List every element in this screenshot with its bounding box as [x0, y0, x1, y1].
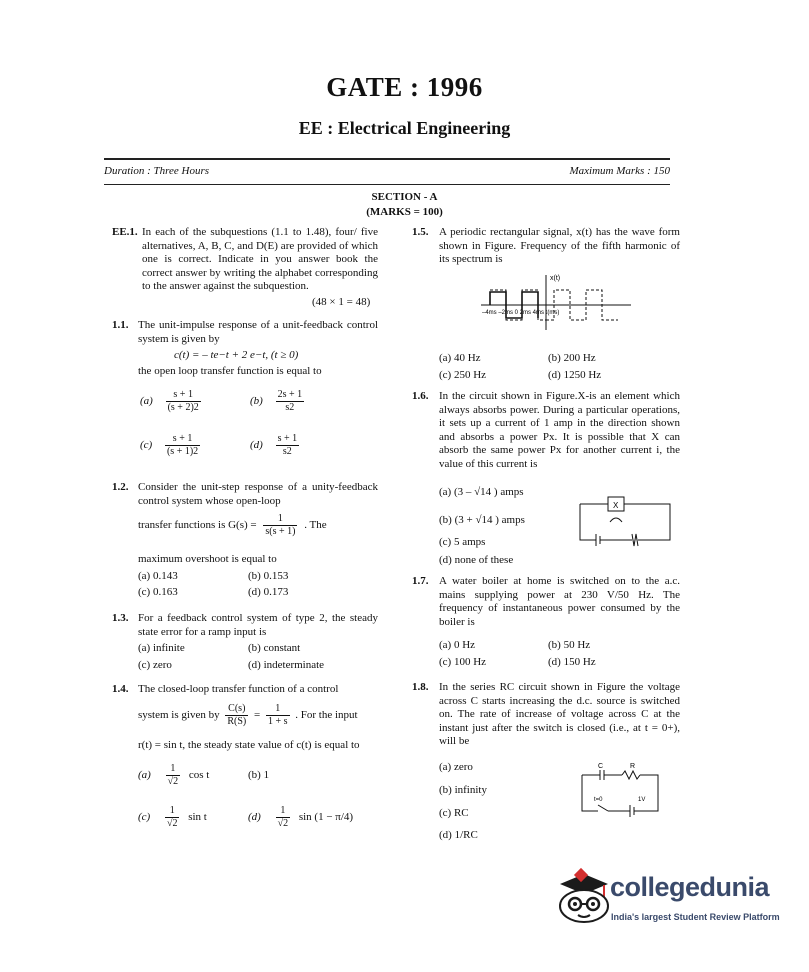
option-c[interactable]: (c) 5 amps — [439, 536, 486, 548]
option-b[interactable]: (b) 1 — [248, 769, 270, 781]
option-d[interactable] — [250, 433, 299, 458]
figure-axis-label: x(t) — [550, 275, 561, 282]
left-column — [112, 226, 380, 856]
option-a[interactable] — [138, 763, 209, 788]
option-c[interactable]: (c) 100 Hz — [439, 656, 487, 668]
question-text: The unit-impulse response of a unit-feedback control system is given by — [138, 319, 378, 345]
question-number: 1.2. — [112, 481, 129, 493]
denominator: (s + 2)2 — [167, 402, 199, 413]
option-b[interactable]: (b) constant — [248, 642, 301, 654]
option-b[interactable]: (b) (3 + √14 ) amps — [439, 514, 525, 526]
right-column — [412, 226, 680, 856]
figure-tick-labels: –4ms –2ms 0 2ms 4ms t(ms) — [482, 310, 560, 316]
option-a[interactable]: (a) (3 – √14 ) amps — [439, 486, 524, 498]
fraction — [263, 513, 297, 538]
equation: c(t) = – te−t + 2 e−t, (t ≥ 0) — [174, 349, 299, 361]
option-d[interactable]: (d) 0.173 — [248, 586, 289, 598]
option-b[interactable]: (b) 200 Hz — [548, 352, 596, 364]
option-a[interactable]: (a) 0.143 — [138, 570, 178, 582]
numerator: C(s) — [225, 703, 248, 716]
rc-circuit-figure — [578, 759, 668, 821]
option-d[interactable]: (d) 1/RC — [439, 829, 478, 841]
denominator: 1 + s — [267, 716, 288, 727]
resistor-label: R — [630, 763, 636, 770]
page-subtitle: EE : Electrical Engineering — [298, 118, 511, 138]
question-text: A periodic rectangular signal, x(t) has the wave form shown in Figure. Frequency of the fifth harmonic of its spectrum is — [439, 226, 680, 265]
circuit-figure — [576, 490, 676, 550]
system-function — [138, 703, 358, 728]
question-followup: the open loop transfer function is equal to — [138, 365, 322, 377]
numerator: 1 — [165, 805, 180, 818]
question-text: For a feedback control system of type 2, the steady state error for a ramp input is — [138, 612, 378, 638]
capacitor-label: C — [598, 763, 604, 770]
exam-meta-bar — [104, 158, 670, 185]
fraction — [166, 389, 201, 414]
option-d[interactable]: (d) indeterminate — [248, 659, 325, 671]
denominator: s(s + 1) — [265, 526, 296, 537]
option-d[interactable]: (d) 1250 Hz — [548, 369, 602, 381]
question-text: In the series RC circuit shown in Figure the voltage across C starts increasing the d.c. source is switched on. The rate of increase of voltage across C at the instant just after the switch is closed (i.e., at t = 0+), will be — [439, 681, 680, 747]
question-text: In the circuit shown in Figure.X-is an element which always absorbs power. During a particular operations, it sets up a current of 1 amp in the direction shown and absorbs a power Px. It is possible that X can absorb the same power Px for another current i, the value of this current is — [439, 390, 680, 470]
option-b[interactable]: (b) 50 Hz — [548, 639, 591, 651]
fraction — [165, 433, 200, 458]
equals-sign: = — [254, 709, 261, 722]
fraction — [276, 433, 300, 458]
option-label: (d) — [250, 439, 263, 452]
option-label: (d) — [248, 811, 261, 824]
option-label: (c) — [140, 439, 153, 452]
option-a[interactable] — [140, 389, 201, 414]
numerator: 1 — [266, 703, 290, 716]
numerator: 1 — [263, 513, 297, 526]
source-label: 1V — [638, 797, 646, 803]
option-c[interactable]: (c) 250 Hz — [439, 369, 487, 381]
question-number: 1.8. — [412, 681, 429, 693]
section-name: SECTION - A — [371, 191, 438, 203]
section-marks: (MARKS = 100) — [366, 206, 443, 218]
option-c[interactable]: (c) 0.163 — [138, 586, 178, 598]
fraction — [276, 389, 305, 414]
option-a[interactable]: (a) infinite — [138, 642, 185, 654]
option-c[interactable]: (c) zero — [138, 659, 172, 671]
fraction — [276, 805, 291, 830]
option-label: (a) — [138, 769, 151, 782]
fraction — [225, 703, 248, 728]
numerator: 1 — [166, 763, 181, 776]
question-number: 1.3. — [112, 612, 129, 624]
denominator: √2 — [167, 776, 179, 787]
denominator: s2 — [285, 402, 295, 413]
element-x-label: X — [613, 501, 619, 510]
question-number: 1.7. — [412, 575, 429, 587]
numerator: 1 — [276, 805, 291, 818]
fraction — [166, 763, 181, 788]
option-c[interactable] — [138, 805, 207, 830]
question-text: A water boiler at home is switched on to the a.c. mains supplying power at 230 V/50 Hz. The frequency of instantaneous power consumed by the boiler is — [439, 575, 680, 628]
question-text: In each of the subquestions (1.1 to 1.48), four/ five alternatives, A, B, C, and D(E) are provided of which one is correct. Indicate in you answer book the correct answer by writing the alphabet corresponding to the answer against the subquestion. — [142, 226, 378, 292]
denominator: √2 — [166, 818, 178, 829]
brand-name: collegedunia — [610, 872, 770, 902]
option-a[interactable]: (a) 0 Hz — [439, 639, 476, 651]
option-b[interactable]: (b) infinity — [439, 784, 487, 796]
numerator: 2s + 1 — [277, 389, 303, 400]
option-a[interactable]: (a) 40 Hz — [439, 352, 481, 364]
option-label: (b) — [250, 395, 263, 408]
duration-text: Duration : Three Hours — [104, 165, 210, 177]
section-heading — [0, 190, 809, 220]
rectangular-wave-figure — [476, 270, 636, 340]
question-number: EE.1. — [112, 226, 138, 238]
switch-label: t=0 — [594, 797, 603, 803]
option-b[interactable]: (b) 0.153 — [248, 570, 289, 582]
transfer-function — [138, 513, 327, 538]
option-tail: sin (1 − π/4) — [298, 811, 354, 824]
option-b[interactable] — [250, 389, 304, 414]
question-number: 1.4. — [112, 683, 129, 695]
question-number: 1.5. — [412, 226, 429, 238]
option-label: (c) — [138, 811, 151, 824]
sys-prefix: system is given by — [138, 709, 220, 722]
fraction — [266, 703, 290, 728]
brand-tagline: India's largest Student Review Platform — [611, 912, 780, 922]
option-tail: cos t — [188, 769, 210, 782]
question-followup: maximum overshoot is equal to — [138, 553, 277, 565]
question-number: 1.6. — [412, 390, 429, 402]
option-a[interactable]: (a) zero — [439, 761, 473, 773]
denominator: √2 — [277, 818, 289, 829]
page-title: GATE : 1996 — [326, 72, 483, 102]
option-label: (a) — [140, 395, 153, 408]
fraction — [165, 805, 180, 830]
option-d[interactable]: (d) none of these — [439, 554, 514, 566]
option-d[interactable] — [248, 805, 353, 830]
option-c[interactable]: (c) RC — [439, 807, 469, 819]
numerator: s + 1 — [165, 433, 200, 446]
denominator: s2 — [282, 446, 292, 457]
numerator: s + 1 — [277, 433, 298, 444]
question-text: Consider the unit-step response of a unity-feedback control system whose open-loop — [138, 481, 378, 507]
option-tail: sin t — [188, 811, 207, 824]
question-text: The closed-loop transfer function of a control — [138, 683, 339, 695]
question-followup: r(t) = sin t, the steady state value of c(t) is equal to — [138, 739, 360, 751]
option-d[interactable]: (d) 150 Hz — [548, 656, 596, 668]
max-marks-text: Maximum Marks : 150 — [569, 165, 670, 177]
sys-suffix: . For the input — [295, 709, 358, 722]
option-c[interactable] — [140, 433, 200, 458]
numerator: s + 1 — [166, 389, 201, 402]
denominator: R(S) — [227, 716, 247, 727]
tf-suffix: . The — [304, 519, 327, 532]
tf-prefix: transfer functions is G(s) = — [138, 519, 257, 532]
question-marks: (48 × 1 = 48) — [312, 296, 371, 308]
question-number: 1.1. — [112, 319, 129, 331]
denominator: (s + 1)2 — [166, 446, 199, 457]
